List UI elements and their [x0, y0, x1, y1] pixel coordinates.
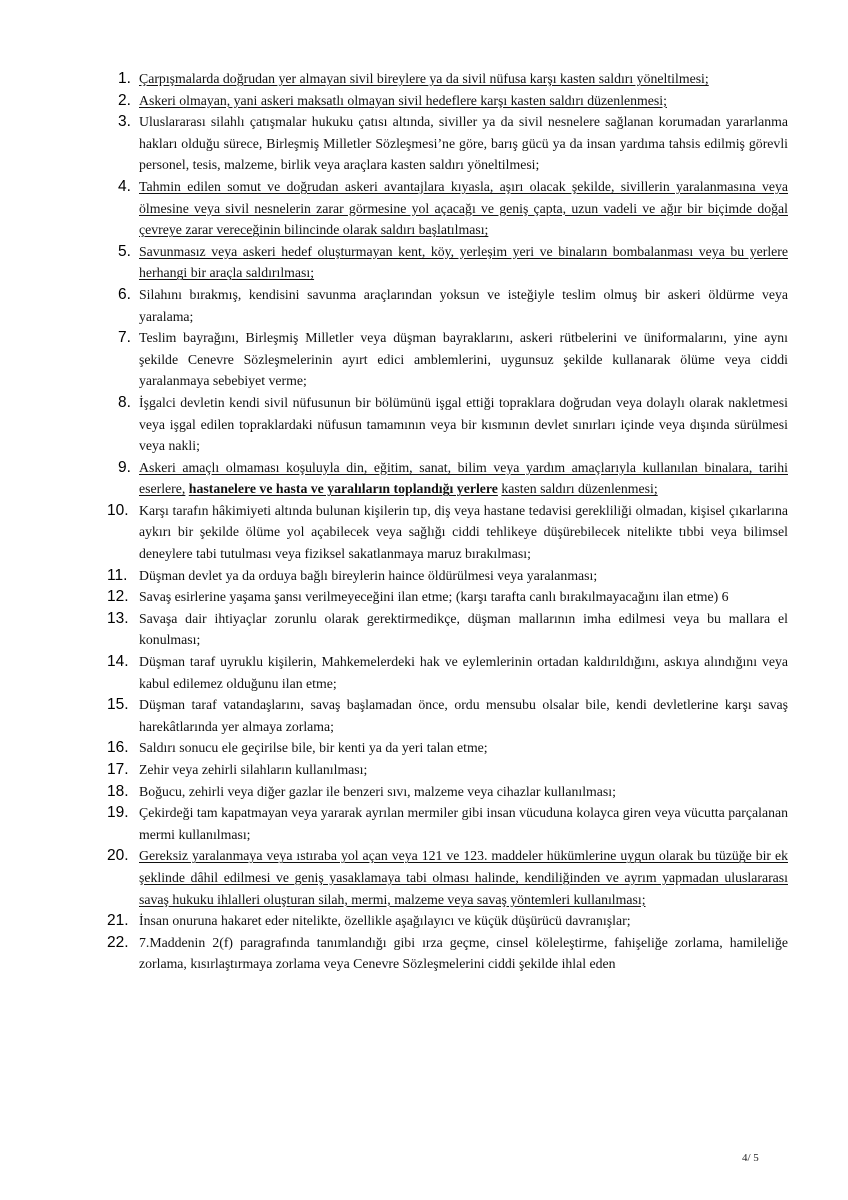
- item-text: Gereksiz yaralanmaya veya ıstıraba yol açan veya 121 ve 123. maddeler hükümlerine uygun olarak bu tüzüğe bir ek şeklinde dâhil edilmesi ve geniş yasaklamaya tabi olması halinde, kendiliğinden ve ayrım yapmadan uluslararası savaş hukuku ihlalleri oluşturan silah, mermi, malzeme veya savaş yöntemleri kullanılması;: [139, 848, 788, 907]
- item-text: Zehir veya zehirli silahların kullanılması;: [139, 762, 368, 777]
- item-text: Savunmasız veya askeri hedef oluşturmayan kent, köy, yerleşim yeri ve binaların bombalanması veya bu yerlere herhangi bir araçla saldırılması;: [139, 243, 788, 281]
- item-number: 5.: [118, 242, 131, 260]
- list-item-11: [107, 565, 788, 587]
- item-number: 22.: [107, 933, 129, 951]
- item-number: 21.: [107, 912, 129, 930]
- item-number: 16.: [107, 739, 129, 757]
- item-text: 7.Maddenin 2(f) paragrafında tanımlandığı gibi ırza geçme, cinsel köleleştirme, fahişeliğe zorlama, hamileliğe zorlama, kısırlaştırmaya zorlama veya Cenevre Sözleşmelerini ciddi şekilde ihlal eden: [139, 934, 788, 972]
- page-number: 4/ 5: [742, 1152, 759, 1164]
- item-text: Savaşa dair ihtiyaçlar zorunlu olarak gerektirmedikçe, düşman mallarının imha edilmesi veya bu mallara el konulması;: [139, 610, 788, 648]
- item-text: Boğucu, zehirli veya diğer gazlar ile benzeri sıvı, malzeme veya cihazlar kullanılması;: [139, 783, 616, 799]
- item-text: Askeri olmayan, yani askeri maksatlı olmayan sivil hedeflere karşı kasten saldırı düzenlenmesi;: [139, 92, 667, 108]
- item-number: 11.: [107, 566, 128, 584]
- item-number: 14.: [107, 653, 129, 671]
- item-text: Teslim bayrağını, Birleşmiş Milletler veya düşman bayraklarını, askeri rütbelerini ve üniformalarını, yine aynı şekilde Cenevre Sözleşmelerinin ayırt edici amblemlerini, uygunsuz şekilde kullanarak ölüme veya ciddi yaralanmaya sebebiyet verme;: [139, 330, 788, 389]
- list-item-1: [118, 68, 788, 90]
- list-item-16: [107, 737, 788, 759]
- list-item-4: [118, 176, 788, 241]
- item-text: Düşman taraf uyruklu kişilerin, Mahkemelerdeki hak ve eylemlerinin ortadan kaldırıldığını, askıya alındığını veya kabul edilemez olduğunu ilan etme;: [139, 654, 788, 691]
- item-text: Tahmin edilen somut ve doğrudan askeri avantajlara kıyasla, aşırı olacak şekilde, sivillerin yaralanmasına veya ölmesine veya sivil nesnelerin zarar görmesine yol açacağı ve geniş çapta, uzun vadeli ve ağır bir biçimde doğal çevreye zarar vereceğinin bilincinde olarak saldırı başlatılması;: [139, 178, 788, 238]
- item-text: Düşman taraf vatandaşlarını, savaş başlamadan önce, ordu mensubu olsalar bile, kendi devletlerine karşı savaş harekâtlarında yer almaya zorlama;: [139, 697, 788, 734]
- list-item-12: [107, 586, 788, 608]
- item-number: 13.: [107, 609, 129, 627]
- list-item-13: [107, 608, 788, 651]
- item-number: 12.: [107, 588, 129, 606]
- list-item-5: [118, 241, 788, 284]
- list-item-9: [118, 457, 788, 500]
- item-text: Silahını bırakmış, kendisini savunma araçlarından yoksun ve isteğiyle teslim olmuş bir askeri öldürme veya yaralama;: [139, 286, 788, 324]
- item-number: 3.: [118, 113, 131, 131]
- item-number: 17.: [107, 761, 129, 778]
- item-text: Düşman devlet ya da orduya bağlı bireylerin haince öldürülmesi veya yaralanması;: [139, 567, 598, 583]
- numbered-list: [107, 68, 788, 975]
- list-item-21: [107, 910, 788, 932]
- item-text: Karşı tarafın hâkimiyeti altında bulunan kişilerin tıp, diş veya hastane tedavisi gerekliliği olmadan, kişisel çıkarlarına aykırı bir şekilde ölüme yol açabilecek veya sağlığı ciddi tehlikeye düşürebilecek nitelikte tıbbi veya bilimsel deneylere tabi tutulması veya fiziksel sakatlanmaya maruz bırakılması;: [139, 502, 788, 562]
- item-text: Askeri amaçlı olmaması koşuluyla din, eğitim, sanat, bilim veya yardım amaçlarıyla kullanılan binalara, tarihi eserlere,: [139, 459, 788, 497]
- item-number: 9.: [118, 458, 131, 476]
- item-number: 2.: [118, 91, 131, 109]
- item-text: Çekirdeği tam kapatmayan veya yararak ayrılan mermiler gibi insan vücuduna kolayca giren veya vücutta parçalanan mermi kullanılması;: [139, 805, 788, 842]
- item-text: kasten saldırı düzenlenmesi;: [501, 481, 658, 497]
- list-item-10: [107, 500, 788, 565]
- item-number: 6.: [118, 285, 131, 303]
- list-item-2: [118, 90, 788, 112]
- item-number: 19.: [107, 804, 129, 822]
- list-item-20: [107, 845, 788, 910]
- item-text: İnsan onuruna hakaret eder nitelikte, özellikle aşağılayıcı ve küçük düşürücü davranışlar;: [139, 913, 631, 929]
- item-text: Savaş esirlerine yaşama şansı verilmeyeceğini ilan etme; (karşı tarafta canlı bırakılmayacağını ilan etme) 6: [139, 589, 729, 605]
- item-text: Saldırı sonucu ele geçirilse bile, bir kenti ya da yeri talan etme;: [139, 740, 488, 756]
- item-text-bold: hastanelere ve hasta ve yaralıların toplandığı yerlere: [188, 481, 498, 497]
- item-text: İşgalci devletin kendi sivil nüfusunun bir bölümünü işgal ettiği topraklara doğrudan veya dolaylı olarak nakletmesi veya işgal edilen topraklardaki nüfusun tamamının veya bir kısmının devlet sınırları içinde veya dışında sürülmesi veya nakli;: [139, 394, 788, 454]
- list-item-22: [107, 932, 788, 975]
- item-number: 8.: [118, 393, 131, 411]
- list-item-19: [107, 802, 788, 845]
- item-number: 4.: [118, 177, 131, 195]
- item-text: Uluslararası silahlı çatışmalar hukuku çatısı altında, siviller ya da sivil nesnelere sağlanan korumadan yararlanma hakları olduğu sürece, Birleşmiş Milletler Sözleşmesi’ne göre, barış gücü ya da insan yardıma tahsis edilmiş görevli personel, tesis, malzeme, birlik veya araçlara kasten saldırı yöneltilmesi;: [139, 114, 788, 173]
- list-item-18: [107, 781, 788, 803]
- item-number: 18.: [107, 782, 129, 800]
- item-number: 10.: [107, 501, 129, 519]
- list-item-17: [107, 759, 788, 781]
- item-number: 15.: [107, 696, 129, 714]
- list-item-6: [118, 284, 788, 327]
- item-number: 7.: [118, 329, 131, 347]
- item-number: 20.: [107, 847, 129, 865]
- list-item-8: [118, 392, 788, 457]
- list-item-3: [118, 111, 788, 176]
- list-item-7: [118, 327, 788, 392]
- list-item-14: [107, 651, 788, 694]
- item-number: 1.: [118, 70, 131, 87]
- item-text: Çarpışmalarda doğrudan yer almayan sivil bireylere ya da sivil nüfusa karşı kasten saldırı yöneltilmesi;: [139, 71, 709, 86]
- list-item-15: [107, 694, 788, 737]
